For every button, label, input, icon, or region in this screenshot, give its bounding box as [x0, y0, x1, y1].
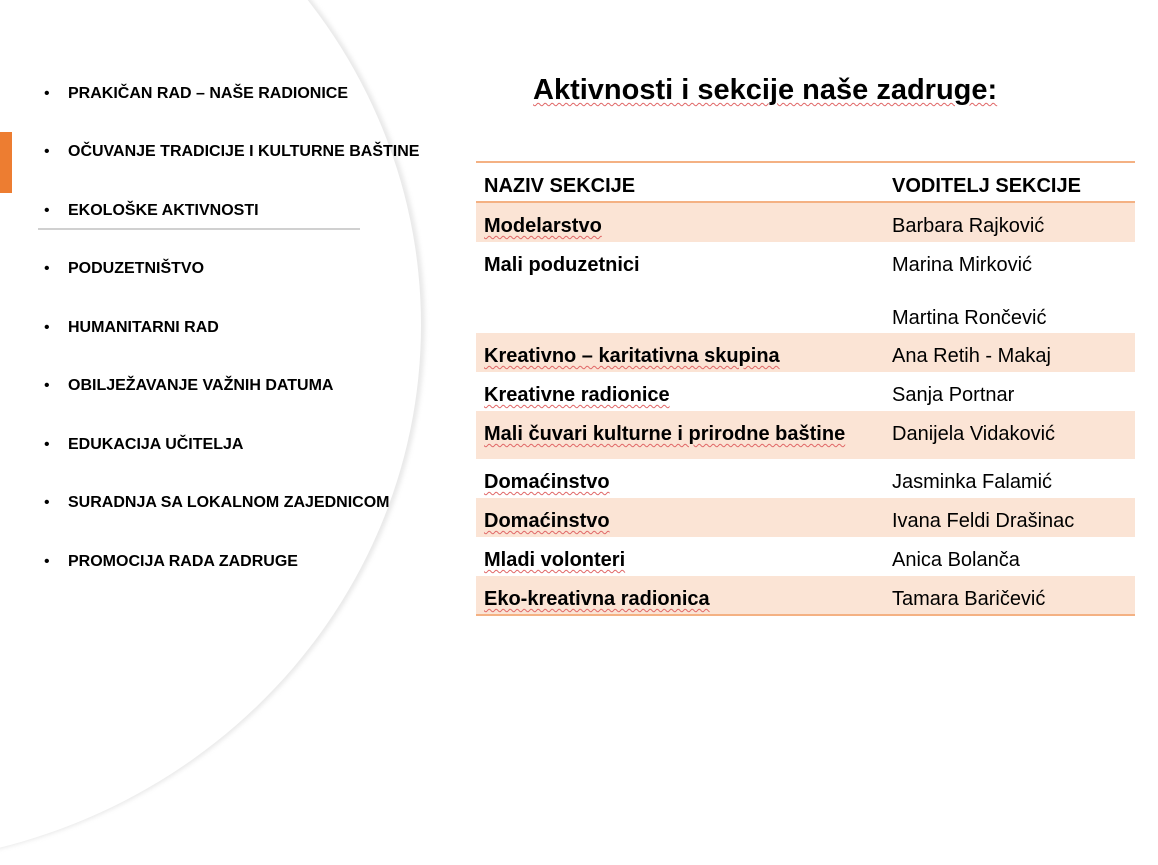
- section-name: Modelarstvo: [484, 215, 602, 237]
- section-leader: Barbara Rajković: [892, 215, 1045, 237]
- list-item: • EDUKACIJA UČITELJA: [44, 436, 244, 453]
- table-row: [476, 411, 1135, 459]
- table-row: [476, 576, 1135, 614]
- bullet-icon: •: [44, 143, 50, 160]
- section-name: Domaćinstvo: [484, 510, 610, 532]
- bullet-icon: •: [44, 85, 50, 102]
- section-leader: Ana Retih - Makaj: [892, 345, 1051, 367]
- list-item: • PROMOCIJA RADA ZADRUGE: [44, 553, 298, 570]
- header-leader: VODITELJ SEKCIJE: [892, 175, 1081, 197]
- section-leader: Ivana Feldi Drašinac: [892, 510, 1075, 532]
- section-leader: Jasminka Falamić: [892, 471, 1053, 493]
- table-header: [476, 163, 1135, 203]
- bullet-icon: •: [44, 377, 50, 394]
- bullet-icon: •: [44, 436, 50, 453]
- bullet-icon: •: [44, 494, 50, 511]
- table-row: [476, 498, 1135, 537]
- section-name: Domaćinstvo: [484, 471, 610, 493]
- list-item: • OČUVANJE TRADICIJE I KULTURNE BAŠTINE: [44, 143, 420, 160]
- table-row: [476, 372, 1135, 411]
- section-leader: Marina Mirković: [892, 254, 1033, 276]
- sections-table: [476, 161, 1135, 616]
- table-row: [476, 242, 1135, 333]
- section-name: Eko-kreativna radionica: [484, 588, 710, 610]
- bullet-icon: •: [44, 260, 50, 277]
- list-item: • PRAKIČAN RAD – NAŠE RADIONICE: [44, 85, 349, 102]
- section-leader: Tamara Baričević: [892, 588, 1046, 610]
- bullet-icon: •: [44, 319, 50, 336]
- section-name: Mladi volonteri: [484, 549, 626, 571]
- page-title: Aktivnosti i sekcije naše zadruge:: [533, 74, 998, 106]
- bullet-icon: •: [44, 202, 50, 219]
- list-item: • OBILJEŽAVANJE VAŽNIH DATUMA: [44, 377, 334, 394]
- section-leader: Sanja Portnar: [892, 384, 1015, 406]
- list-item: • PODUZETNIŠTVO: [44, 260, 205, 277]
- header-name: NAZIV SEKCIJE: [484, 175, 636, 197]
- table-row: [476, 537, 1135, 576]
- section-leader: Danijela Vidaković: [892, 423, 1056, 445]
- section-name: Kreativno – karitativna skupina: [484, 345, 780, 367]
- list-item: • EKOLOŠKE AKTIVNOSTI: [44, 202, 259, 219]
- table-row: [476, 459, 1135, 498]
- section-name: Mali čuvari kulturne i prirodne baštine: [484, 423, 846, 445]
- section-leader: Martina Rončević: [892, 307, 1047, 329]
- list-item: • HUMANITARNI RAD: [44, 319, 219, 336]
- bullet-icon: •: [44, 553, 50, 570]
- list-item: • SURADNJA SA LOKALNOM ZAJEDNICOM: [44, 494, 390, 511]
- section-name: Mali poduzetnici: [484, 254, 640, 276]
- activities-list: [0, 0, 440, 649]
- section-leader: Anica Bolanča: [892, 549, 1020, 571]
- table-row: [476, 203, 1135, 242]
- section-name: Kreativne radionice: [484, 384, 670, 406]
- table-row: [476, 333, 1135, 372]
